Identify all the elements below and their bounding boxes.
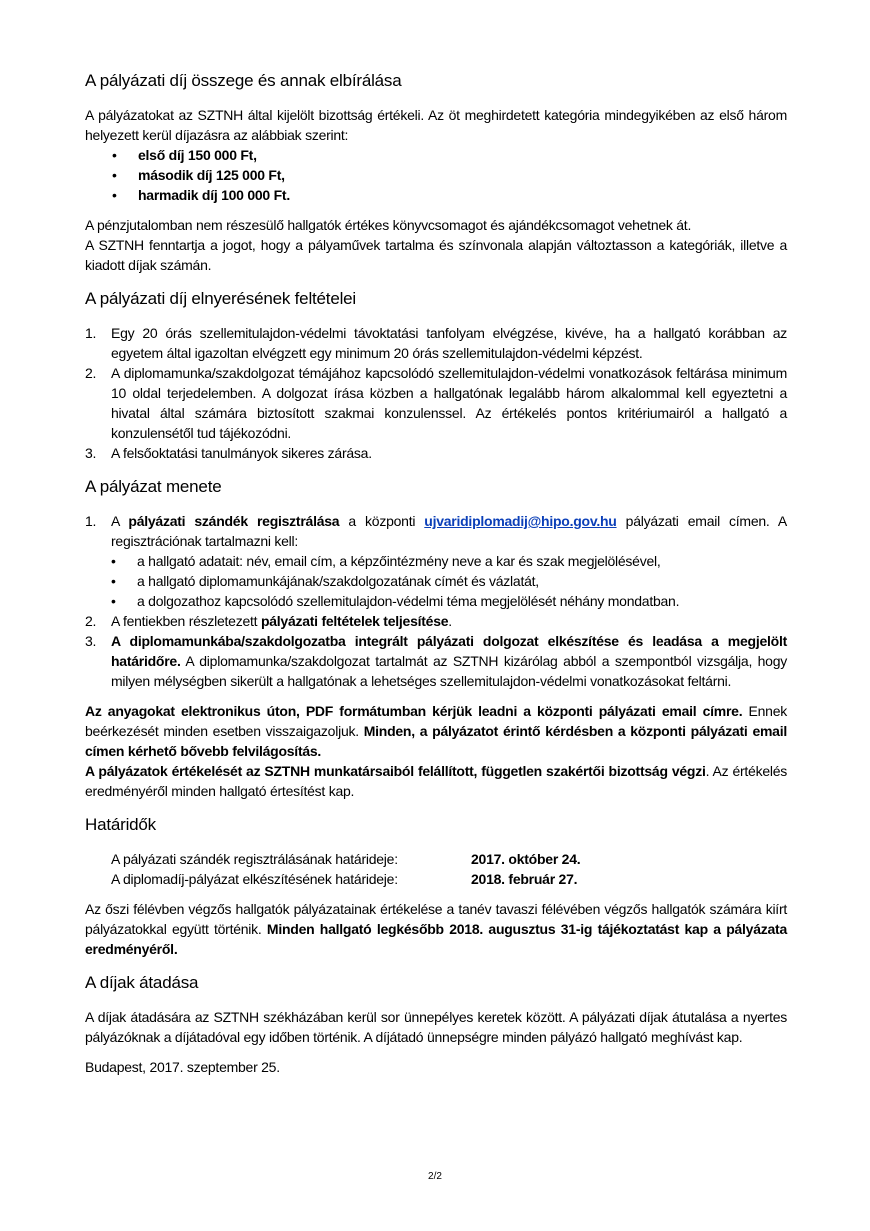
list-item: 2. A fentiekben részletezett pályázati feltételek teljesítése. bbox=[85, 613, 452, 629]
list-item: • a hallgató diplomamunkájának/szakdolgozatának címét és vázlatát, bbox=[111, 573, 539, 589]
section-title-award-ceremony: A díjak átadása bbox=[85, 973, 199, 992]
registration-contents-list bbox=[85, 551, 787, 611]
list-item: • a dolgozathoz kapcsolódó szellemitulajdon-védelmi téma megjelölését néhány mondatban. bbox=[111, 593, 680, 609]
list-item: 3. A diplomamunkába/szakdolgozatba integrált pályázati dolgozat elkészítése és leadása a megjelölt határidőre. A diplomamunka/szakdolgozat tartalmát az SZTNH kizárólag abból a szempontból vizsgálja, hogy milyen mélységben sikerült a hallgatónak a lehetséges szellemitulajdon-védelmi vonatkozásokat feltárni. bbox=[85, 633, 787, 689]
conditions-list bbox=[85, 323, 787, 463]
section-title-prize-amount: A pályázati díj összege és annak elbírálása bbox=[85, 71, 402, 90]
paragraph-book-package: A pénzjutalomban nem részesülő hallgatók értékes könyvcsomagot és ajándékcsomagot vehetnek át. bbox=[85, 217, 692, 233]
paragraph-award-ceremony: A díjak átadására az SZTNH székházában kerül sor ünnepélyes keretek között. A pályázati díjak átutalása a nyertes pályázóknak a díjátadóval egy időben történik. A díjátadó ünnepségre minden pályázó hallgató meghívást kap. bbox=[85, 1009, 787, 1045]
deadlines-table bbox=[85, 849, 787, 889]
deadline-row: A pályázati szándék regisztrálásának határideje: 2017. október 24. bbox=[111, 851, 581, 867]
bullet-icon: • bbox=[112, 187, 117, 203]
section-title-conditions: A pályázati díj elnyerésének feltételei bbox=[85, 289, 356, 308]
paragraph-submission: Az anyagokat elektronikus úton, PDF formátumban kérjük leadni a központi pályázati email címre. Ennek beérkezését minden esetben visszaigazoljuk. Minden, a pályázatot érintő kérdésben a központi pályázati email címen kérhető bővebb felvilágosítás. bbox=[85, 703, 787, 759]
list-item: • harmadik díj 100 000 Ft. bbox=[112, 187, 290, 203]
list-item: • második díj 125 000 Ft, bbox=[112, 167, 285, 183]
paragraph-committee: A pályázatok értékelését az SZTNH munkatársaiból felállított, független szakértői bizottság végzi. Az értékelés eredményéről minden hallgató értesítést kap. bbox=[85, 763, 787, 799]
paragraph-evaluation-timing: Az őszi félévben végzős hallgatók pályázatainak értékelése a tanév tavaszi félévében végzős hallgatók számára kiírt pályázatokkal együtt történik. Minden hallgató legkésőbb 2018. augusztus 31-ig tájékoztatást kap a pályázata eredményéről. bbox=[85, 901, 787, 957]
list-item: 1. Egy 20 órás szellemitulajdon-védelmi távoktatási tanfolyam elvégzése, kivéve, ha a hallgató korábban az egyetem által igazoltan elvégzett egy minimum 20 órás szellemitulajdon-védelmi képzést. bbox=[85, 325, 787, 361]
paragraph-evaluation: A pályázatokat az SZTNH által kijelölt bizottság értékeli. Az öt meghirdetett kategória mindegyikében az első három helyezett kerül díjazásra az alábbiak szerint: bbox=[85, 107, 787, 143]
section-title-process: A pályázat menete bbox=[85, 477, 222, 496]
bullet-icon: • bbox=[111, 573, 116, 589]
prize-list bbox=[85, 145, 787, 205]
bullet-icon: • bbox=[111, 593, 116, 609]
page-number: 2/2 bbox=[428, 1171, 442, 1182]
email-link[interactable]: ujvaridiplomadij@hipo.gov.hu bbox=[424, 513, 617, 529]
process-list bbox=[85, 511, 787, 691]
list-item: • első díj 150 000 Ft, bbox=[112, 147, 257, 163]
deadline-row: A diplomadíj-pályázat elkészítésének határideje: 2018. február 27. bbox=[111, 871, 578, 887]
document-page bbox=[85, 70, 787, 1077]
list-item: • a hallgató adatait: név, email cím, a képzőintézmény neve a kar és szak megjelölésével, bbox=[111, 553, 661, 569]
closing-place-date: Budapest, 2017. szeptember 25. bbox=[85, 1059, 280, 1075]
list-item: 2. A diplomamunka/szakdolgozat témájához kapcsolódó szellemitulajdon-védelmi vonatkozások feltárása minimum 10 oldal terjedelemben. A dolgozat írása közben a hallgatónak legalább három alkalommal kell egyeztetni a hivatal által számára biztosított szakmai konzulenssel. Az értékelés pontos kritériumairól a hallgató a konzulensétől tud tájékozódni. bbox=[85, 365, 787, 441]
bullet-icon: • bbox=[112, 167, 117, 183]
paragraph-rights: A SZTNH fenntartja a jogot, hogy a pályaművek tartalma és színvonala alapján változtasson a kategóriák, illetve a kiadott díjak számán. bbox=[85, 237, 787, 273]
list-item: 3. A felsőoktatási tanulmányok sikeres zárása. bbox=[85, 445, 372, 461]
bullet-icon: • bbox=[111, 553, 116, 569]
section-title-deadlines: Határidők bbox=[85, 815, 156, 834]
bullet-icon: • bbox=[112, 147, 117, 163]
list-item: 1. A pályázati szándék regisztrálása a központi ujvaridiplomadij@hipo.gov.hu pályázati email címen. A regisztrációnak tartalmazni kell: • a hallgató adatait: név, email cím, a képzőintézmény neve a kar és szak megjelölésével, • a hallgató diplomamunkájának/szakdolgozatának címét és vázlatát, • a dolgozathoz kapcsolódó szellemitulajdon-védelmi téma megjelölését néhány mondatban. bbox=[85, 513, 787, 609]
